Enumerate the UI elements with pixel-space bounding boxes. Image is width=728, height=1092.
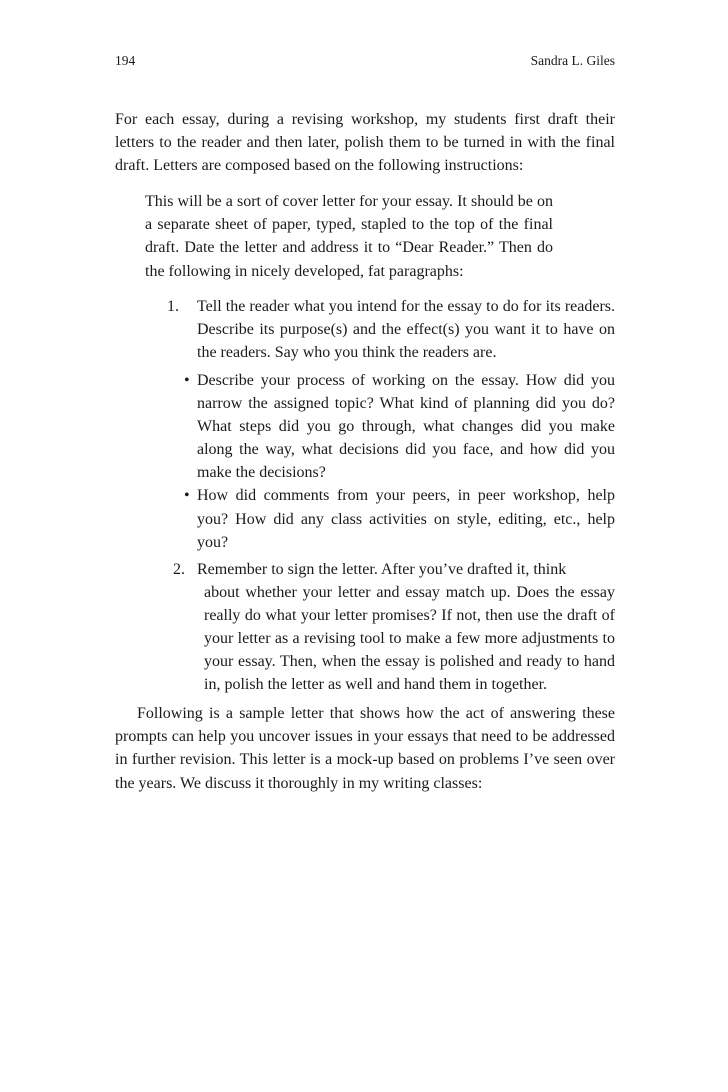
list-item-lead-line: Remember to sign the letter. After you’ve drafted it, think <box>197 560 567 578</box>
intro-paragraph: For each essay, during a revising workshop, my students first draft their letters to the reader and then later, polish them to be turned in with the final draft. Letters are composed based on the following instructions: <box>115 111 615 175</box>
instructions-list <box>115 295 615 697</box>
instructions-block-quote: This will be a sort of cover letter for your essay. It should be on a separate sheet of paper, typed, stapled to the top of the final draft. Date the letter and address it to “Dear Reader.” Then do the following in nicely developed, fat paragraphs: <box>145 193 553 280</box>
list-item-text: Tell the reader what you intend for the essay to do for its readers. Describe its purpose(s) and the effect(s) you want it to have on the readers. Say who you think the readers are. <box>197 297 615 361</box>
list-item <box>115 484 615 553</box>
list-marker: 1. <box>167 297 179 315</box>
running-head <box>115 52 615 70</box>
list-marker: 2. <box>173 560 185 578</box>
running-head-author: Sandra L. Giles <box>530 53 615 68</box>
closing-paragraph: Following is a sample letter that shows how the act of answering these prompts can help you uncover issues in your essays that need to be addressed in further revision. This letter is a mock-up based on problems I’ve seen over the years. We discuss it thoroughly in my writing classes: <box>115 705 615 792</box>
list-item-text: How did comments from your peers, in peer workshop, help you? How did any class activities on style, editing, etc., help you? <box>197 487 615 551</box>
bullet-marker: • <box>184 371 190 389</box>
list-item-text: about whether your letter and essay match up. Does the essay really do what your letter promises? If not, then use the draft of your letter as a revising tool to make a few more adjustments to your essay. Then, when the essay is polished and ready to hand in, polish the letter as well and hand them in together. <box>204 583 615 694</box>
list-item <box>115 369 615 484</box>
list-item <box>115 295 615 364</box>
page-number: 194 <box>115 53 136 68</box>
bullet-marker: • <box>184 487 190 505</box>
book-page <box>115 52 615 795</box>
list-item <box>115 558 615 697</box>
list-item-text: Describe your process of working on the essay. How did you narrow the assigned topic? What kind of planning did you do? What steps did you go through, what changes did you make along the way, what decisions did you face, and how did you make the decisions? <box>197 371 615 482</box>
